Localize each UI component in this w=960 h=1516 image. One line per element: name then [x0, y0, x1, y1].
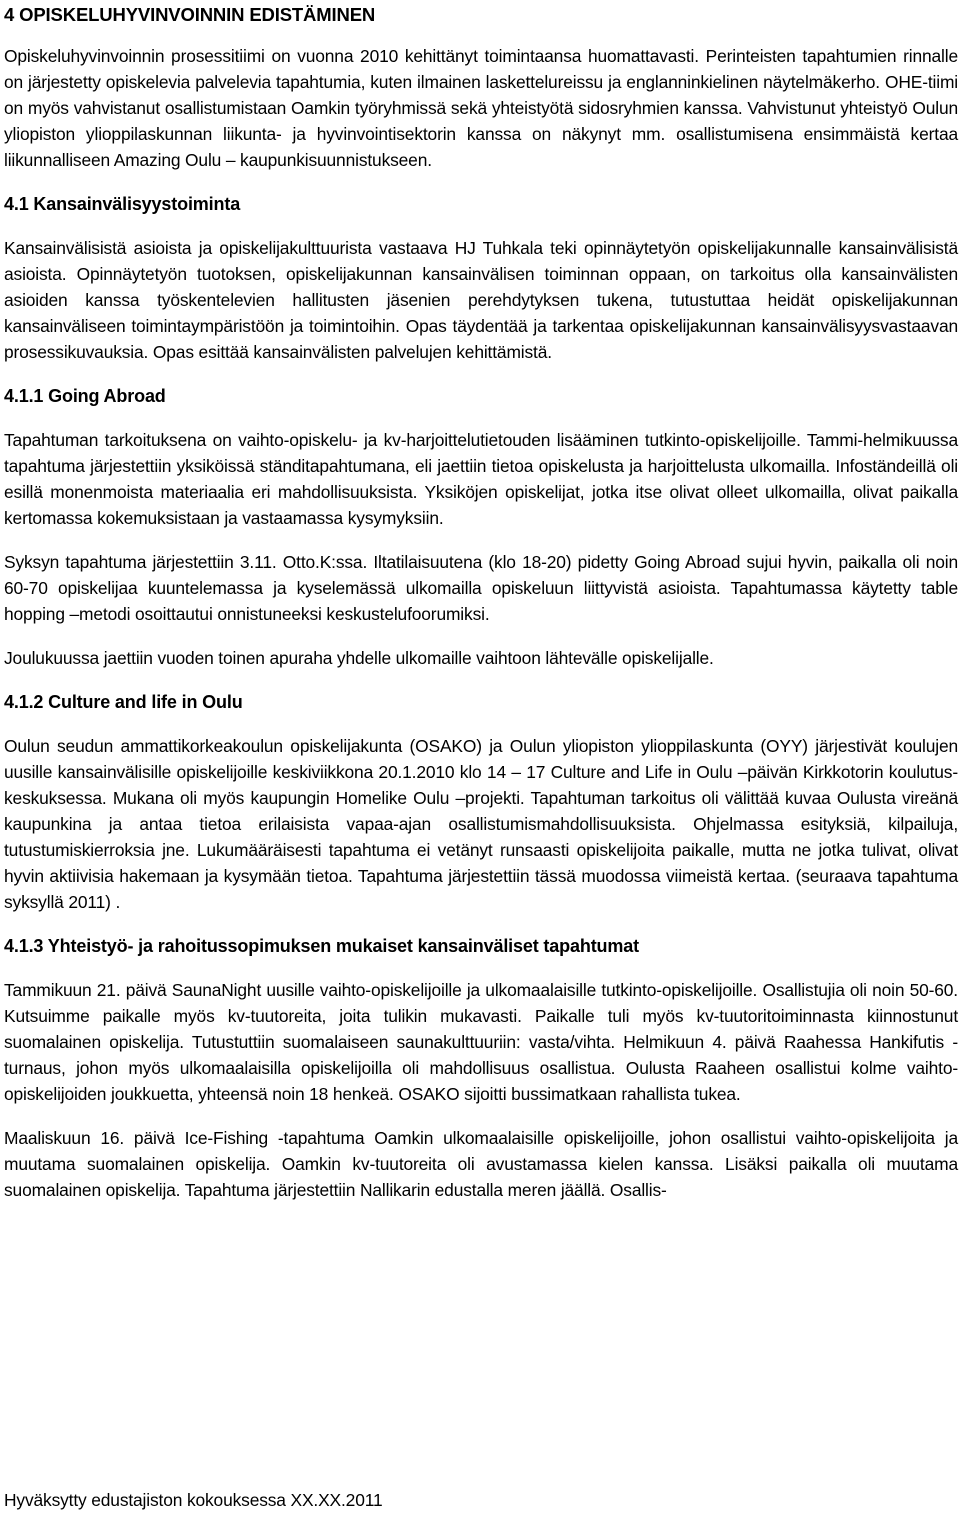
section-heading-4-1: 4.1 Kansainvälisyystoiminta: [4, 194, 241, 214]
paragraph-kansainvalisyys: Kansainvälisistä asioista ja opiskelijakulttuurista vastaava HJ Tuhkala teki opinnäytetyön opiskelijakunnalle kansainvälisistä asioista. Opinnäytetyön tuotoksen, opiskelijakunnan kansainvälisen toiminnan oppaan, on tarkoitus olla kansainvälisten asioiden kanssa työskentelevien hallitusten jäsenien perehdytyksen tukena, tutustuttaa heidät opiskelijakunnan kansainväliseen toimintaympäristöön ja toimintoihin. Opas täydentää ja tarkentaa opiskelijakunnan kansainvälisyysvastaavan prosessikuvauksia. Opas esittää kansainvälisten palvelujen kehittämistä.: [4, 238, 958, 362]
paragraph-intro: Opiskeluhyvinvoinnin prosessitiimi on vuonna 2010 kehittänyt toimintaansa huomattavasti. Perinteisten tapahtumien rinnalle on järjestetty opiskelevia palvelevia tapahtumia, kuten ilmainen laskettelureissu ja englanninkielinen näytelmäkerho. OHE-tiimi on myös vahvistanut osallistumistaan Oamkin työryhmissä sekä yhteistyötä sidosryhmien kanssa. Vahvistunut yhteistyö Oulun yliopiston ylioppilaskunnan liikunta- ja hyvinvointisektorin kanssa on näkynyt mm. osallistumisena ensimmäistä kertaa liikunnalliseen Amazing Oulu – kaupunkisuunnistukseen.: [4, 46, 958, 170]
section-heading-4-1-3: 4.1.3 Yhteistyö- ja rahoitussopimuksen mukaiset kansainväliset tapahtumat: [4, 936, 639, 956]
section-heading-4-1-1: 4.1.1 Going Abroad: [4, 386, 166, 406]
paragraph-going-abroad-3: Joulukuussa jaettiin vuoden toinen apuraha yhdelle ulkomaille vaihtoon lähtevälle opiskelijalle.: [4, 648, 714, 668]
paragraph-events-2: Maaliskuun 16. päivä Ice-Fishing -tapahtuma Oamkin ulkomaalaisille opiskelijoille, johon osallistui vaihto-opiskelijoita ja muutama suomalainen opiskelija. Oamkin kv-tuutoreita oli avustamassa kielen kanssa. Lisäksi paikalla oli muutama suomalainen opiskelija. Tapahtuma järjestettiin Nallikarin edustalla meren jäällä. Osallis-: [4, 1128, 958, 1200]
section-heading-4: 4 OPISKELUHYVINVOINNIN EDISTÄMINEN: [4, 4, 376, 25]
paragraph-going-abroad-2: Syksyn tapahtuma järjestettiin 3.11. Otto.K:ssa. Iltatilaisuutena (klo 18-20) pidetty Going Abroad sujui hyvin, paikalla oli noin 60-70 opiskelijaa kuuntelemassa ja kyselemässä ulkomailla opiskeluun liittyvistä asioista. Tapahtumassa käytetty table hopping –metodi osoittautui onnistuneeksi keskustelufoorumiksi.: [4, 552, 958, 624]
page-footer: Hyväksytty edustajiston kokouksessa XX.XX.2011: [4, 1490, 383, 1510]
section-heading-4-1-2: 4.1.2 Culture and life in Oulu: [4, 692, 243, 712]
paragraph-culture-life: Oulun seudun ammattikorkeakoulun opiskelijakunta (OSAKO) ja Oulun yliopiston ylioppilaskunta (OYY) järjestivät koulujen uusille kansainvälisille opiskelijoille keskiviikkona 20.1.2010 klo 14 – 17 Culture and Life in Oulu –päivän Kirkkotorin koulutus-keskuksessa. Mukana oli myös kaupungin Homelike Oulu –projekti. Tapahtuman tarkoitus oli välittää kuvaa Oulusta vireänä kaupunkina ja antaa tietoa erilaisista vapaa-ajan osallistumismahdollisuuksista. Ohjelmassa esityksiä, kilpailuja, tutustumiskierroksia jne. Lukumääräisesti tapahtuma ei vetänyt runsaasti opiskelijoita paikalle, mutta ne jotka tulivat, olivat hyvin aktiivisia hakemaan ja kysymään tietoa. Tapahtuma järjestettiin tässä muodossa viimeistä kertaa. (seuraava tapahtuma syksyllä 2011) .: [4, 736, 958, 912]
document-body: [4, 0, 958, 1203]
paragraph-events-1: Tammikuun 21. päivä SaunaNight uusille vaihto-opiskelijoille ja ulkomaalaisille tutkinto-opiskelijoille. Osallistujia oli noin 50-60. Kutsuimme paikalle myös kv-tuutoreita, joita tulikin mukavasti. Paikalle tuli myös kv-tuutoritoiminnasta kiinnostunut suomalainen opiskelija. Tutustuttiin suomalaiseen saunakulttuuriin: vasta/vihta. Helmikuun 4. päivä Raahessa Hankifutis -turnaus, johon myös ulkomaalaisilla opiskelijoilla oli mahdollisuus osallistua. Oulusta Raaheen osallistui kolme vaihto-opiskelijoiden joukkuetta, yhteensä noin 18 henkeä. OSAKO sijoitti bussimatkaan rahallista tukea.: [4, 980, 958, 1104]
paragraph-going-abroad-1: Tapahtuman tarkoituksena on vaihto-opiskelu- ja kv-harjoittelutietouden lisääminen tutkinto-opiskelijoille. Tammi-helmikuussa tapahtuma järjestettiin yksiköissä ständitapahtumana, eli jaettiin tietoa opiskelusta ja harjoittelusta ulkomailla. Infoständeillä oli esillä monenmoista materiaalia eri mahdollisuuksista. Yksiköjen opiskelijat, jotka itse olivat olleet ulkomailla, olivat paikalla kertomassa kokemuksistaan ja vastaamassa kysymyksiin.: [4, 430, 958, 528]
